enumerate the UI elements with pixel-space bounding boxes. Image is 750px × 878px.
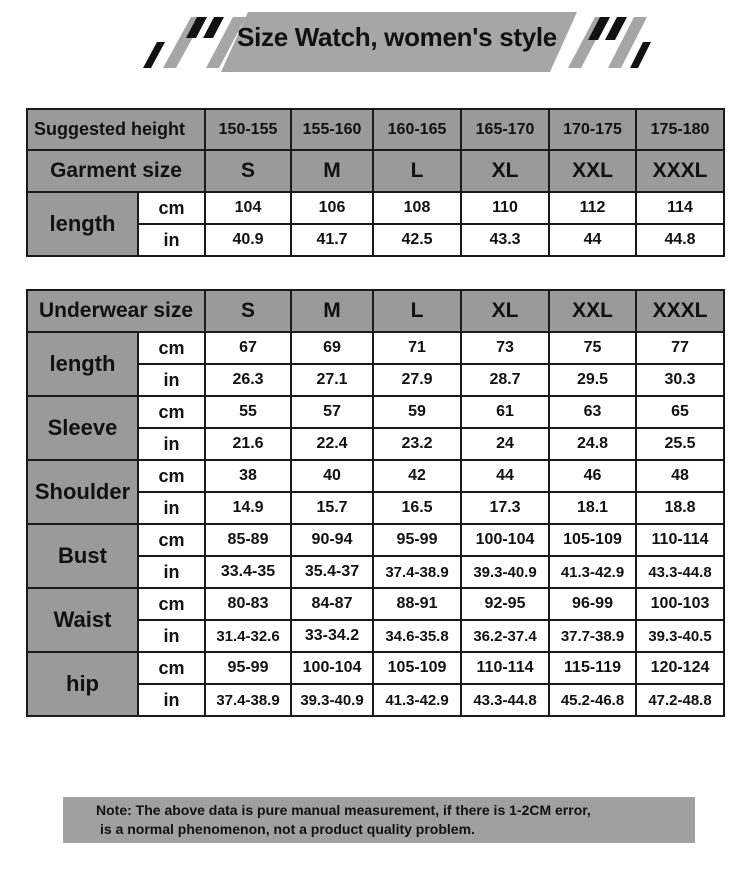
note-line-1: Note: The above data is pure manual measurement, if there is 1-2CM error, — [96, 802, 591, 818]
value-cell: 100-104 — [291, 652, 373, 684]
right-stripe-5 — [630, 42, 651, 68]
value-cell: 22.4 — [291, 428, 373, 460]
left-stripe-1 — [143, 42, 165, 68]
value-cell: 112 — [549, 192, 636, 224]
unit-cell: cm — [138, 332, 205, 364]
size-cell: S — [205, 150, 291, 192]
value-cell: 14.9 — [205, 492, 291, 524]
value-cell: 25.5 — [636, 428, 724, 460]
value-cell: 41.3-42.9 — [373, 684, 461, 716]
value-cell: 105-109 — [373, 652, 461, 684]
value-cell: 43.3-44.8 — [461, 684, 549, 716]
value-cell: 57 — [291, 396, 373, 428]
underwear-table-body — [27, 332, 724, 716]
value-cell: 16.5 — [373, 492, 461, 524]
value-cell: 27.9 — [373, 364, 461, 396]
measurement-label: Waist — [27, 588, 138, 652]
value-cell: 29.5 — [549, 364, 636, 396]
table-row — [27, 588, 724, 620]
height-row — [27, 109, 724, 150]
value-cell: 95-99 — [205, 652, 291, 684]
value-cell: 45.2-46.8 — [549, 684, 636, 716]
value-cell: 44 — [549, 224, 636, 256]
height-cell: 165-170 — [461, 109, 549, 150]
value-cell: 84-87 — [291, 588, 373, 620]
garment-size-row — [27, 150, 724, 192]
unit-cell: cm — [138, 192, 205, 224]
size-cell: M — [291, 290, 373, 332]
value-cell: 21.6 — [205, 428, 291, 460]
size-cell: XXL — [549, 290, 636, 332]
note-box — [63, 797, 695, 843]
value-cell: 85-89 — [205, 524, 291, 556]
value-cell: 69 — [291, 332, 373, 364]
height-cell: 175-180 — [636, 109, 724, 150]
table-row — [27, 192, 724, 224]
value-cell: 105-109 — [549, 524, 636, 556]
measurement-label: length — [27, 332, 138, 396]
value-cell: 23.2 — [373, 428, 461, 460]
value-cell: 33.4-35 — [205, 556, 291, 588]
value-cell: 40.9 — [205, 224, 291, 256]
value-cell: 41.3-42.9 — [549, 556, 636, 588]
size-cell: L — [373, 290, 461, 332]
value-cell: 47.2-48.8 — [636, 684, 724, 716]
size-cell: S — [205, 290, 291, 332]
value-cell: 65 — [636, 396, 724, 428]
value-cell: 15.7 — [291, 492, 373, 524]
unit-cell: in — [138, 492, 205, 524]
value-cell: 18.8 — [636, 492, 724, 524]
value-cell: 100-103 — [636, 588, 724, 620]
unit-cell: in — [138, 684, 205, 716]
unit-cell: cm — [138, 460, 205, 492]
unit-cell: cm — [138, 652, 205, 684]
size-cell: XXXL — [636, 290, 724, 332]
value-cell: 75 — [549, 332, 636, 364]
value-cell: 30.3 — [636, 364, 724, 396]
value-cell: 80-83 — [205, 588, 291, 620]
value-cell: 115-119 — [549, 652, 636, 684]
value-cell: 71 — [373, 332, 461, 364]
value-cell: 48 — [636, 460, 724, 492]
value-cell: 34.6-35.8 — [373, 620, 461, 652]
value-cell: 35.4-37 — [291, 556, 373, 588]
value-cell: 61 — [461, 396, 549, 428]
size-cell: XXXL — [636, 150, 724, 192]
value-cell: 44.8 — [636, 224, 724, 256]
value-cell: 39.3-40.5 — [636, 620, 724, 652]
value-cell: 106 — [291, 192, 373, 224]
value-cell: 37.4-38.9 — [205, 684, 291, 716]
height-cell: 150-155 — [205, 109, 291, 150]
measurement-label: Shoulder — [27, 460, 138, 524]
value-cell: 40 — [291, 460, 373, 492]
unit-cell: cm — [138, 524, 205, 556]
measurement-label: length — [27, 192, 138, 256]
value-cell: 26.3 — [205, 364, 291, 396]
height-cell: 170-175 — [549, 109, 636, 150]
value-cell: 39.3-40.9 — [291, 684, 373, 716]
value-cell: 18.1 — [549, 492, 636, 524]
right-stripe-3 — [605, 17, 627, 40]
value-cell: 63 — [549, 396, 636, 428]
unit-cell: in — [138, 620, 205, 652]
table-row — [27, 460, 724, 492]
value-cell: 27.1 — [291, 364, 373, 396]
value-cell: 41.7 — [291, 224, 373, 256]
value-cell: 110-114 — [461, 652, 549, 684]
table-row — [27, 652, 724, 684]
title-banner — [0, 0, 750, 80]
value-cell: 120-124 — [636, 652, 724, 684]
value-cell: 104 — [205, 192, 291, 224]
value-cell: 33-34.2 — [291, 620, 373, 652]
value-cell: 36.2-37.4 — [461, 620, 549, 652]
value-cell: 43.3 — [461, 224, 549, 256]
unit-cell: cm — [138, 396, 205, 428]
value-cell: 43.3-44.8 — [636, 556, 724, 588]
size-cell: XL — [461, 150, 549, 192]
underwear-size-row — [27, 290, 724, 332]
table-row — [27, 396, 724, 428]
height-cell: 155-160 — [291, 109, 373, 150]
value-cell: 24.8 — [549, 428, 636, 460]
value-cell: 38 — [205, 460, 291, 492]
measurement-label: hip — [27, 652, 138, 716]
value-cell: 67 — [205, 332, 291, 364]
size-cell: M — [291, 150, 373, 192]
value-cell: 55 — [205, 396, 291, 428]
unit-cell: in — [138, 428, 205, 460]
value-cell: 24 — [461, 428, 549, 460]
value-cell: 95-99 — [373, 524, 461, 556]
table-row — [27, 524, 724, 556]
value-cell: 100-104 — [461, 524, 549, 556]
unit-cell: in — [138, 556, 205, 588]
value-cell: 44 — [461, 460, 549, 492]
value-cell: 108 — [373, 192, 461, 224]
value-cell: 42 — [373, 460, 461, 492]
value-cell: 77 — [636, 332, 724, 364]
size-cell: XL — [461, 290, 549, 332]
value-cell: 110-114 — [636, 524, 724, 556]
measurement-label: Sleeve — [27, 396, 138, 460]
underwear-size-table — [26, 289, 725, 717]
garment-size-table — [26, 108, 725, 257]
note-line-2: is a normal phenomenon, not a product quality problem. — [100, 821, 475, 837]
value-cell: 17.3 — [461, 492, 549, 524]
value-cell: 88-91 — [373, 588, 461, 620]
suggested-height-label: Suggested height — [27, 109, 205, 150]
garment-size-label: Garment size — [27, 150, 205, 192]
value-cell: 46 — [549, 460, 636, 492]
size-cell: XXL — [549, 150, 636, 192]
measurement-label: Bust — [27, 524, 138, 588]
value-cell: 92-95 — [461, 588, 549, 620]
value-cell: 96-99 — [549, 588, 636, 620]
underwear-size-label: Underwear size — [27, 290, 205, 332]
size-cell: L — [373, 150, 461, 192]
value-cell: 31.4-32.6 — [205, 620, 291, 652]
value-cell: 39.3-40.9 — [461, 556, 549, 588]
value-cell: 114 — [636, 192, 724, 224]
unit-cell: in — [138, 364, 205, 396]
unit-cell: cm — [138, 588, 205, 620]
value-cell: 42.5 — [373, 224, 461, 256]
height-cell: 160-165 — [373, 109, 461, 150]
left-stripe-4 — [203, 17, 224, 38]
value-cell: 110 — [461, 192, 549, 224]
page-title: Size Watch, women's style — [237, 22, 557, 52]
value-cell: 59 — [373, 396, 461, 428]
table-row — [27, 332, 724, 364]
value-cell: 37.4-38.9 — [373, 556, 461, 588]
unit-cell: in — [138, 224, 205, 256]
value-cell: 90-94 — [291, 524, 373, 556]
value-cell: 28.7 — [461, 364, 549, 396]
value-cell: 73 — [461, 332, 549, 364]
value-cell: 37.7-38.9 — [549, 620, 636, 652]
